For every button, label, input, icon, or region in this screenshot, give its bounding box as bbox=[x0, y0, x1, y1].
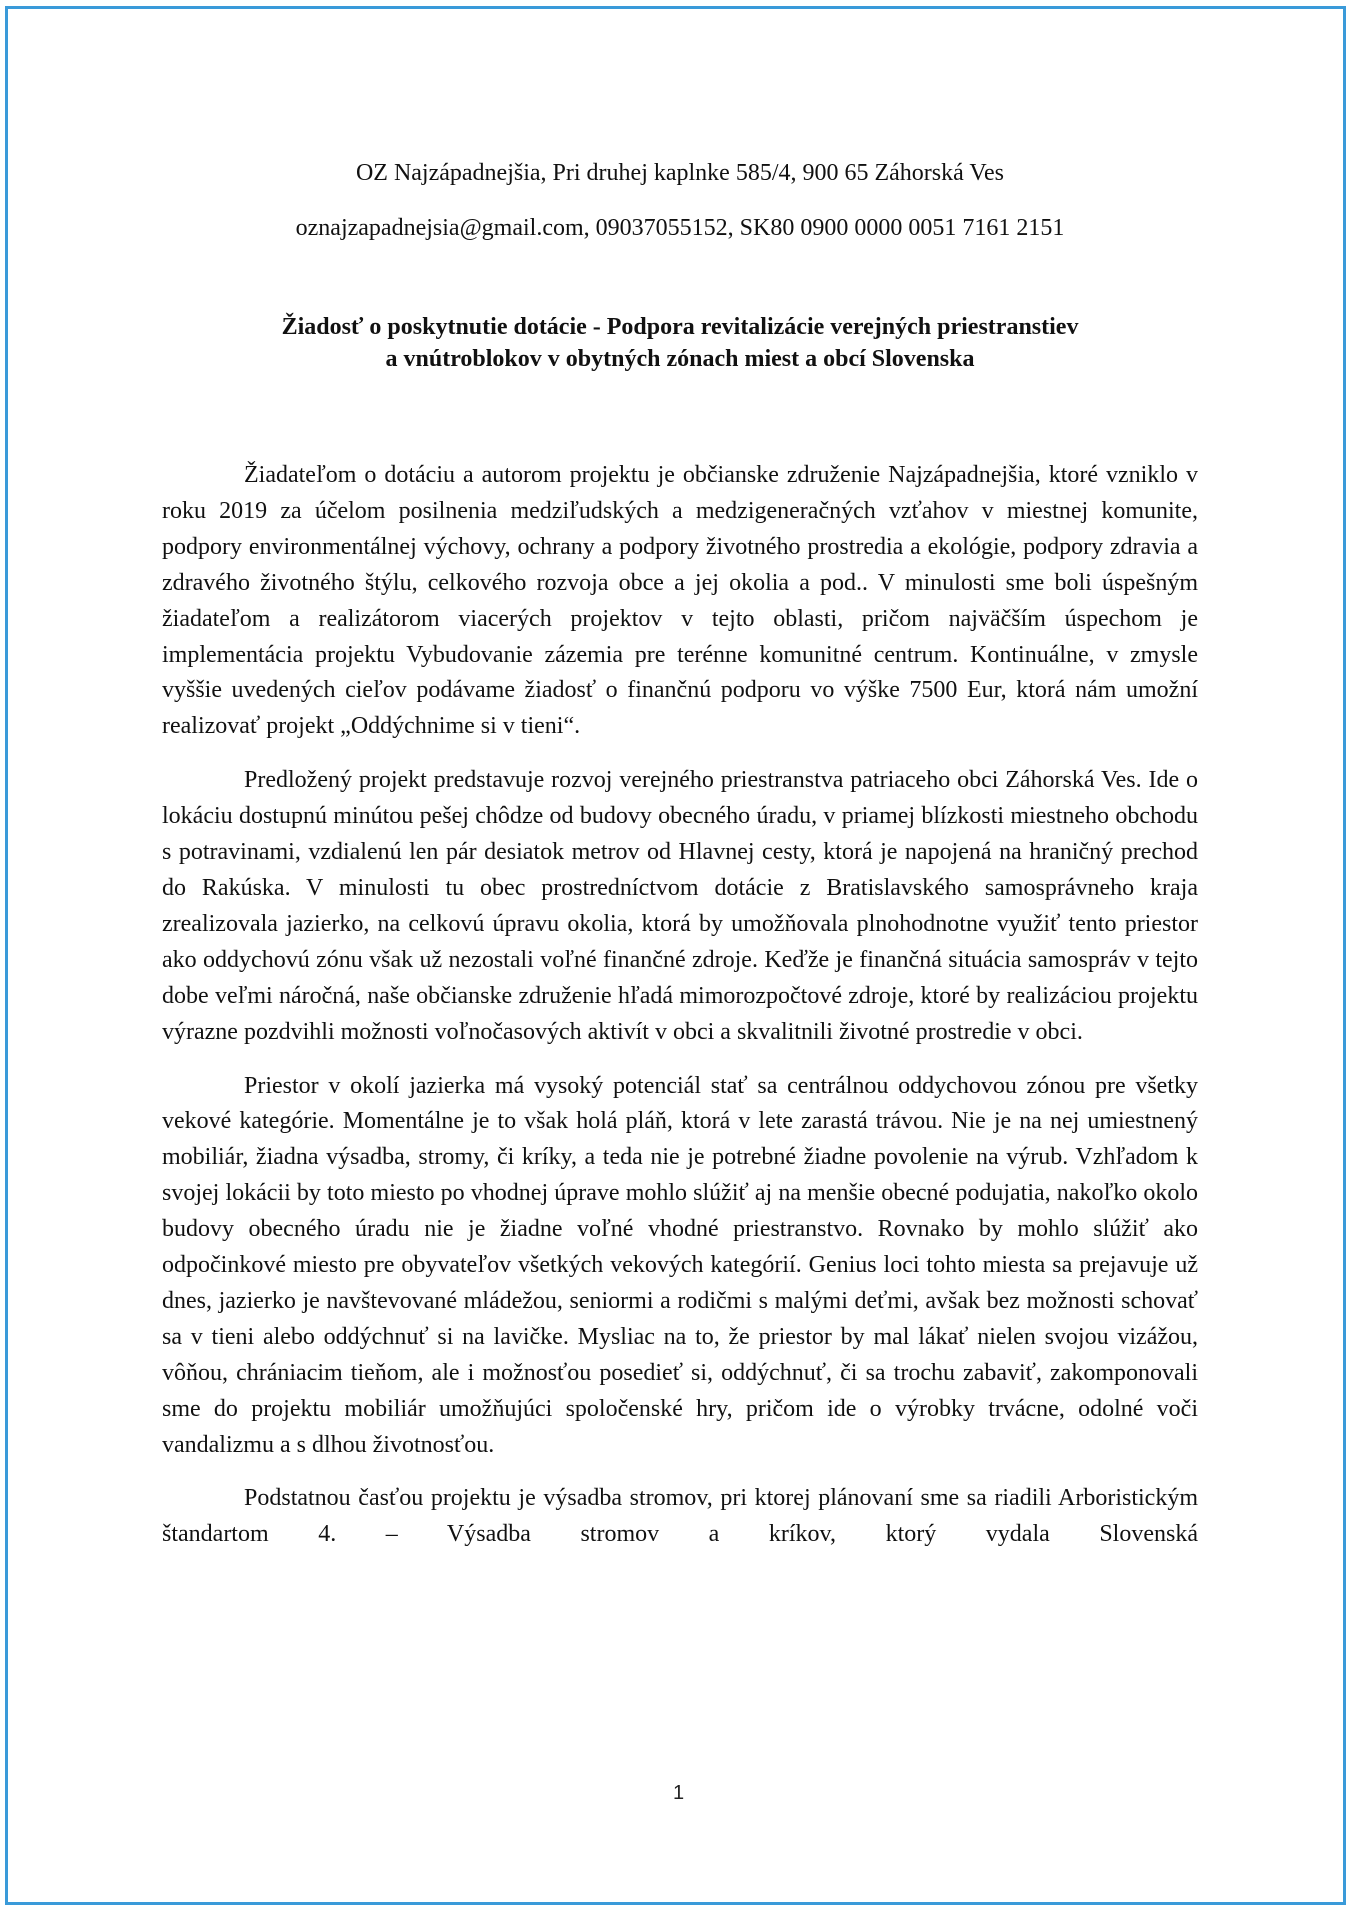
paragraph-applicant: Žiadateľom o dotáciu a autorom projektu je občianske združenie Najzápadnejšia, ktoré vzniklo v roku 2019 za účelom posilnenia medziľudských a medzigeneračných vzťahov v miestnej komunite, podpory environmentálnej výchovy, ochrany a podpory životného prostredia a ekológie, podpory zdravia a zdravého životného štýlu, celkového rozvoja obce a jej okolia a pod.. V minulosti sme boli úspešným žiadateľom a realizátorom viacerých projektov v tejto oblasti, pričom najväčším úspechom je implementácia projektu Vybudovanie zázemia pre terénne komunitné centrum. Kontinuálne, v zmysle vyššie uvedených cieľov podávame žiadosť o finančnú podporu vo výške 7500 Eur, ktorá nám umožní realizovať projekt „Oddýchnime si v tieni“. bbox=[162, 462, 1198, 740]
document-page bbox=[162, 158, 1198, 1571]
body-text bbox=[162, 458, 1198, 1553]
page-number: 1 bbox=[672, 1782, 685, 1804]
paragraph-project: Predložený projekt predstavuje rozvoj verejného priestranstva patriaceho obci Záhorská Ves. Ide o lokáciu dostupnú minútou pešej chôdze od budovy obecného úradu, v priamej blízkosti miestneho obchodu s potravinami, vzdialenú len pár desiatok metrov od Hlavnej cesty, ktorá je napojená na hraničný prechod do Rakúska. V minulosti tu obec prostredníctvom dotácie z Bratislavského samosprávneho kraja zrealizovala jazierko, na celkovú úpravu okolia, ktorá by umožňovala plnohodnotne využiť tento priestor ako oddychovú zónu však už nezostali voľné finančné zdroje. Keďže je finančná situácia samospráv v tejto dobe veľmi náročná, naše občianske združenie hľadá mimorozpočtové zdroje, ktoré by realizáciou projektu výrazne pozdvihli možnosti voľnočasových aktivít v obci a skvalitnili životné prostredie v obci. bbox=[162, 767, 1198, 1045]
document-title bbox=[162, 311, 1198, 375]
title-line-2: a vnútroblokov v obytných zónach miest a obcí Slovenska bbox=[385, 346, 975, 372]
address-line: OZ Najzápadnejšia, Pri druhej kaplnke 585/4, 900 65 Záhorská Ves bbox=[355, 160, 1005, 186]
paragraph-planting: Podstatnou časťou projektu je výsadba stromov, pri ktorej plánovaní sme sa riadili Arboristickým štandartom 4. – Výsadba stromov a kríkov, ktorý vydala Slovenská bbox=[162, 1485, 1198, 1548]
title-line-1: Žiadosť o poskytnutie dotácie - Podpora revitalizácie verejných priestranstiev bbox=[281, 314, 1079, 340]
paragraph-location: Priestor v okolí jazierka má vysoký potenciál stať sa centrálnou oddychovou zónou pre všetky vekové kategórie. Momentálne je to však holá pláň, ktorá v lete zarastá trávou. Nie je na nej umiestnený mobiliár, žiadna výsadba, stromy, či kríky, a teda nie je potrebné žiadne povolenie na výrub. Vzhľadom k svojej lokácii by toto miesto po vhodnej úprave mohlo slúžiť aj na menšie obecné podujatia, nakoľko okolo budovy obecného úradu nie je žiadne voľné vhodné priestranstvo. Rovnako by mohlo slúžiť ako odpočinkové miesto pre obyvateľov všetkých vekových kategórií. Genius loci tohto miesta sa prejavuje už dnes, jazierko je navštevované mládežou, seniormi a rodičmi s malými deťmi, avšak bez možnosti schovať sa v tieni alebo oddýchnuť si na lavičke. Mysliac na to, že priestor by mal lákať nielen svojou vizážou, vôňou, chrániacim tieňom, ale i možnosťou posedieť si, oddýchnuť, či sa trochu zabaviť, zakomponovali sme do projektu mobiliár umožňujúci spoločenské hry, pričom ide o výrobky trvácne, odolné voči vandalizmu a s dlhou životnosťou. bbox=[162, 1072, 1198, 1458]
contact-line: oznajzapadnejsia@gmail.com, 09037055152, SK80 0900 0000 0051 7161 2151 bbox=[295, 215, 1065, 241]
